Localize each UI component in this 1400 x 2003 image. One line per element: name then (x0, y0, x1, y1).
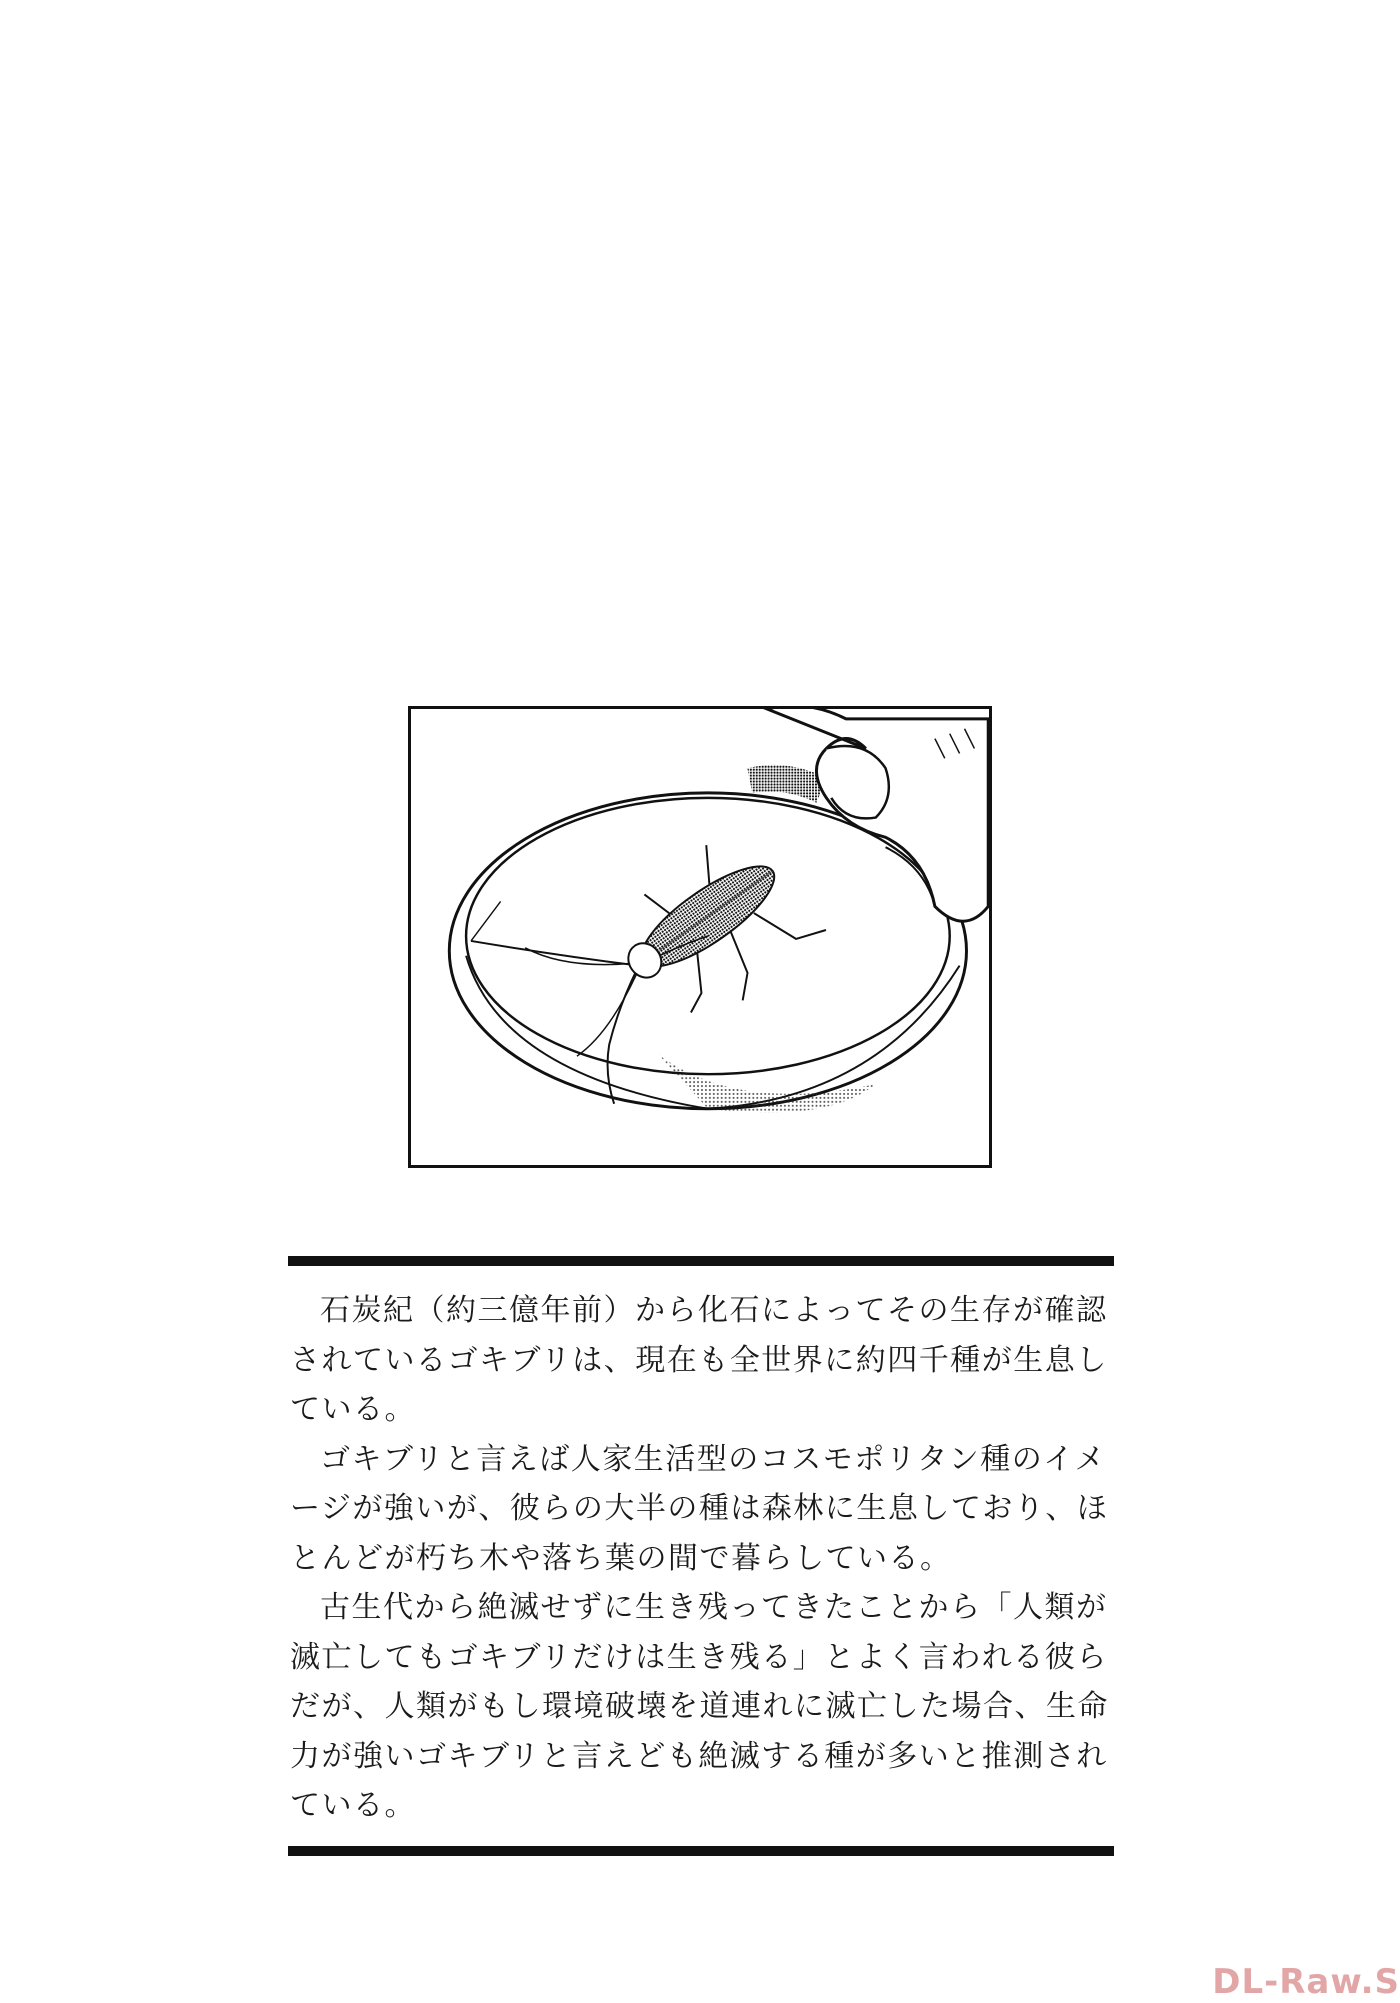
petri-dish-illustration (411, 709, 989, 1165)
watermark: DL-Raw.S (1212, 1962, 1400, 2002)
paragraph: 石炭紀（約三億年前）から化石によってその生存が確認されているゴキブリは、現在も全世界に約四千種が生息している。 (290, 1293, 1108, 1427)
top-divider-rule (288, 1256, 1114, 1266)
bottom-divider-rule (288, 1846, 1114, 1856)
paragraph: 古生代から絶滅せずに生き残ってきたことから「人類が滅亡してもゴキブリだけは生き残る」とよく言われる彼らだが、人類がもし環境破壊を道連れに滅亡した場合、生命力が強いゴキブリと言えども絶滅する種が多いと推測されている。 (290, 1590, 1109, 1823)
paragraph: ゴキブリと言えば人家生活型のコスモポリタン種のイメージが強いが、彼らの大半の種は森林に生息しており、ほとんどが朽ち木や落ち葉の間で暮らしている。 (290, 1441, 1109, 1576)
explanatory-text (290, 1286, 1130, 1831)
illustration-panel (408, 706, 992, 1168)
